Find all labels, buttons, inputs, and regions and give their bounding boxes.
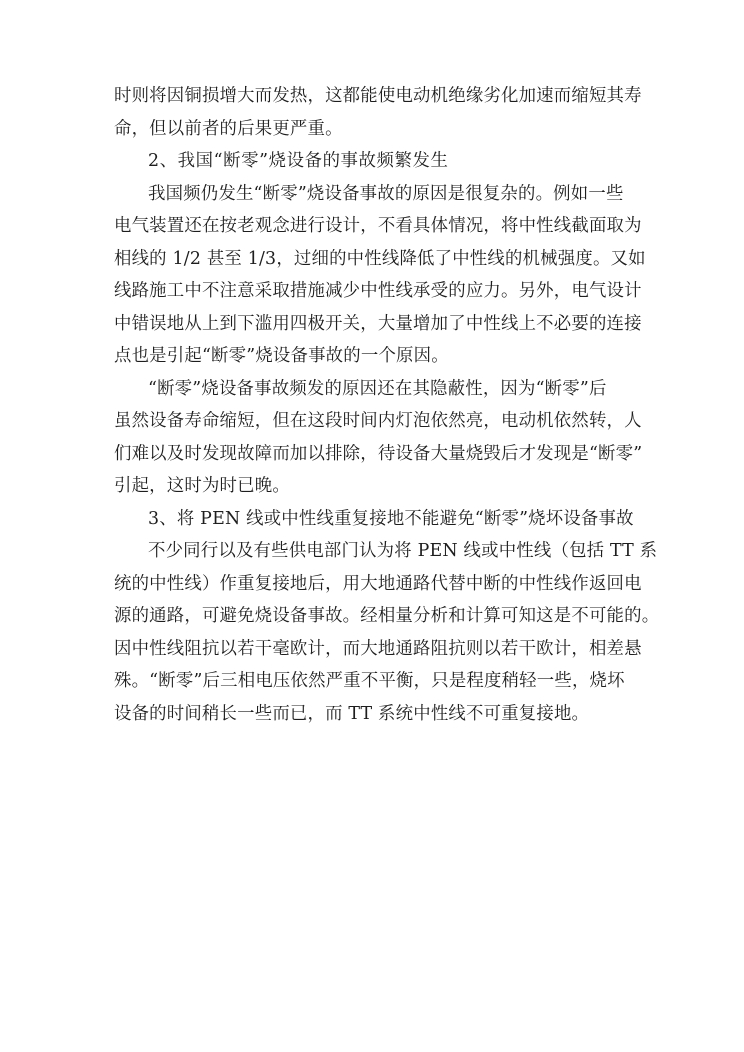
section-heading-3 [114, 503, 634, 536]
paragraph-grounding [114, 535, 660, 730]
text-line: 虽然设备寿命缩短，但在这段时间内灯泡依然亮，电动机依然转，人 [114, 411, 642, 431]
text-line: 命，但以前者的后果更严重。 [114, 118, 343, 139]
paragraph-concealment [114, 373, 643, 503]
section-heading-2 [114, 145, 634, 178]
text-line: 因中性线阻抗以若干毫欧计，而大地通路阻抗则以若干欧计，相差悬 [114, 638, 642, 659]
document-page [114, 80, 660, 730]
text-line: 不少同行以及有些供电部门认为将 PEN 线或中性线（包括 TT 系 [148, 541, 658, 561]
text-line: 源的通路，可避免烧设备事故。经相量分析和计算可知这是不可能的。 [114, 606, 660, 626]
heading-line: 2、我国“断零”烧设备的事故频繁发生 [148, 151, 449, 171]
text-line: 设备的时间稍长一些而已，而 TT 系统中性线不可重复接地。 [114, 703, 590, 724]
heading-line: 3、将 PEN 线或中性线重复接地不能避免“断零”烧坏设备事故 [148, 508, 634, 529]
paragraph-causes [114, 178, 646, 373]
text-line: 引起，这时为时已晚。 [114, 476, 290, 496]
text-line: “断零”烧设备事故频发的原因还在其隐蔽性，因为“断零”后 [148, 378, 607, 399]
text-line: 统的中性线）作重复接地后，用大地通路代替中断的中性线作返回电 [114, 573, 642, 594]
text-line: 线路施工中不注意采取措施减少中性线承受的应力。另外，电气设计 [114, 281, 642, 301]
text-line: 时则将因铜损增大而发热，这都能使电动机绝缘劣化加速而缩短其寿 [114, 86, 642, 106]
text-line: 殊。“断零”后三相电压依然严重不平衡，只是程度稍轻一些，烧坏 [114, 671, 625, 691]
text-line: 我国频仍发生“断零”烧设备事故的原因是很复杂的。例如一些 [148, 183, 624, 204]
text-line: 中错误地从上到下滥用四极开关，大量增加了中性线上不必要的连接 [114, 313, 642, 334]
text-line: 相线的 1/2 甚至 1/3，过细的中性线降低了中性线的机械强度。又如 [114, 248, 646, 269]
text-line: 电气装置还在按老观念进行设计，不看具体情况，将中性线截面取为 [114, 216, 642, 236]
text-line: 们难以及时发现故障而加以排除，待设备大量烧毁后才发现是“断零” [114, 443, 643, 464]
text-line: 点也是引起“断零”烧设备事故的一个原因。 [114, 346, 449, 366]
paragraph-continuation [114, 80, 642, 145]
